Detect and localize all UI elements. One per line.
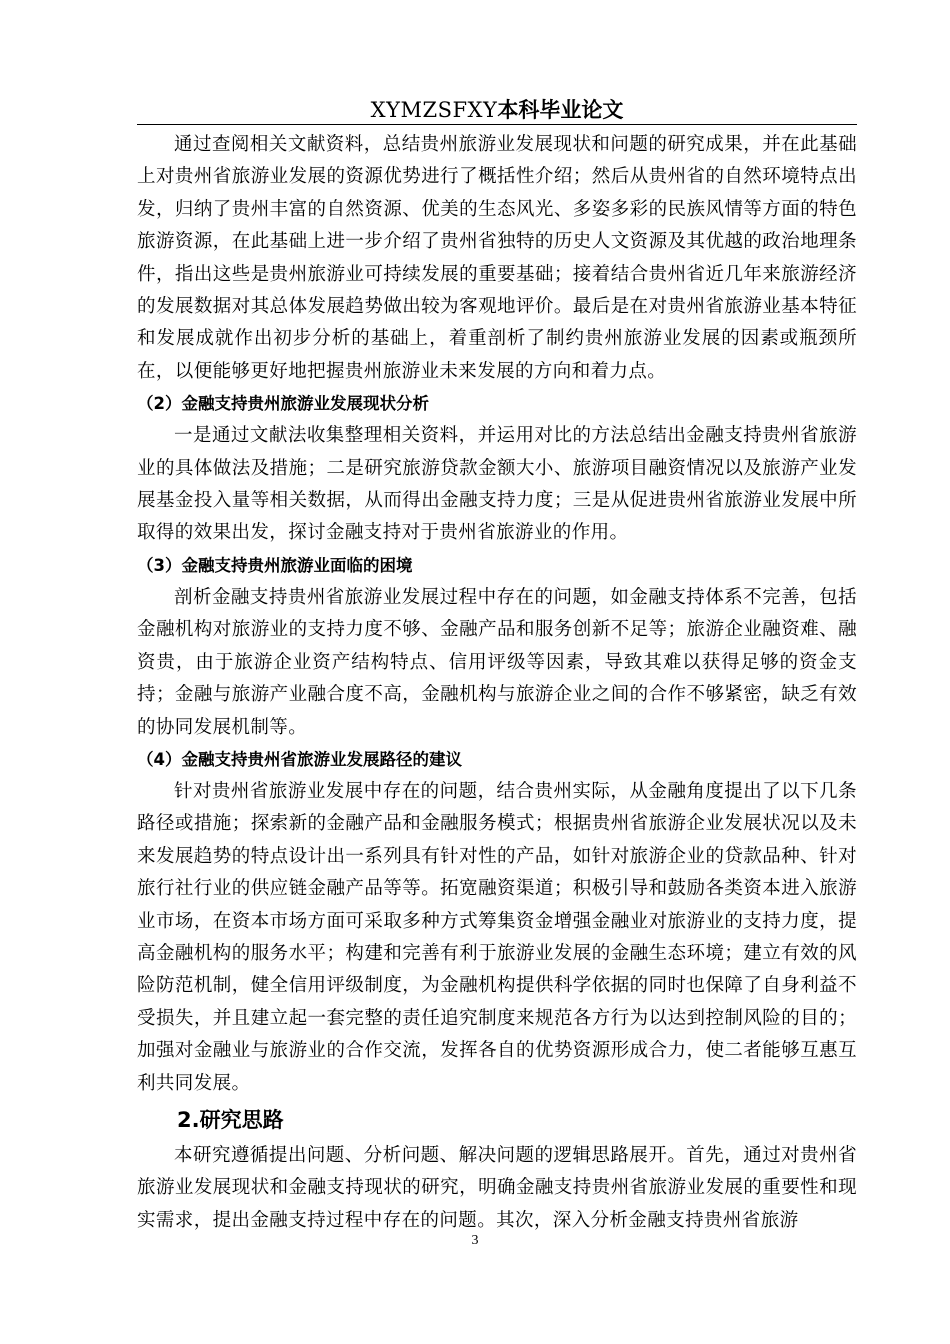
paragraph-5: 本研究遵循提出问题、分析问题、解决问题的逻辑思路展开。首先，通过对贵州省旅游业发展现状和金融支持现状的研究，明确金融支持贵州省旅游业发展的重要性和现实需求，提出金融支持过程中存在的问题。其次，深入分析金融支持贵州省旅游 [137,1144,857,1231]
paragraph-intro: 通过查阅相关文献资料，总结贵州旅游业发展现状和问题的研究成果，并在此基础上对贵州省旅游业发展的资源优势进行了概括性介绍；然后从贵州省的自然环境特点出发，归纳了贵州丰富的自然资源、优美的生态风光、多姿多彩的民族风情等方面的特色旅游资源，在此基础上进一步介绍了贵州省独特的历史人文资源及其优越的政治地理条件，指出这些是贵州旅游业可持续发展的重要基础；接着结合贵州省近几年来旅游经济的发展数据对其总体发展趋势做出较为客观地评价。最后是在对贵州省旅游业基本特征和发展成就作出初步分析的基础上，着重剖析了制约贵州旅游业发展的因素或瓶颈所在，以便能够更好地把握贵州旅游业未来发展的方向和着力点。 [137,134,857,382]
subheading-3: （3）金融支持贵州旅游业面临的困境 [137,555,413,575]
paragraph-3: 剖析金融支持贵州省旅游业发展过程中存在的问题，如金融支持体系不完善，包括金融机构对旅游业的支持力度不够、金融产品和服务创新不足等；旅游企业融资难、融资贵，由于旅游企业资产结构特点、信用评级等因素，导致其难以获得足够的资金支持；金融与旅游产业融合度不高，金融机构与旅游企业之间的合作不够紧密，缺乏有效的协同发展机制等。 [137,586,857,738]
page-body [137,129,857,1237]
section-heading-research-approach: 2.研究思路 [177,1107,284,1132]
subheading-2: （2）金融支持贵州旅游业发展现状分析 [137,394,429,414]
header-doc-type: 本科毕业论文 [497,98,624,122]
paragraph-4: 针对贵州省旅游业发展中存在的问题，结合贵州实际，从金融角度提出了以下几条路径或措施；探索新的金融产品和金融服务模式；根据贵州省旅游企业发展状况以及未来发展趋势的特点设计出一系列具有针对性的产品，如针对旅游企业的贷款品种、针对旅行社行业的供应链金融产品等等。拓宽融资渠道；积极引导和鼓励各类资本进入旅游业市场，在资本市场方面可采取多种方式筹集资金增强金融业对旅游业的支持力度，提高金融机构的服务水平；构建和完善有利于旅游业发展的金融生态环境；建立有效的风险防范机制，健全信用评级制度，为金融机构提供科学依据的同时也保障了自身利益不受损失，并且建立起一套完整的责任追究制度来规范各方行为以达到控制风险的目的；加强对金融业与旅游业的合作交流，发挥各自的优势资源形成合力，使二者能够互惠互利共同发展。 [137,780,857,1094]
page-header [137,96,857,125]
page-number: 3 [471,1233,479,1248]
subheading-4: （4）金融支持贵州省旅游业发展路径的建议 [137,749,462,769]
paragraph-2: 一是通过文献法收集整理相关资料，并运用对比的方法总结出金融支持贵州省旅游业的具体做法及措施；二是研究旅游贷款金额大小、旅游项目融资情况以及旅游产业发展基金投入量等相关数据，从而得出金融支持力度；三是从促进贵州省旅游业发展中所取得的效果出发，探讨金融支持对于贵州省旅游业的作用。 [137,425,857,544]
header-institution-code: XYMZSFXY [370,98,498,122]
